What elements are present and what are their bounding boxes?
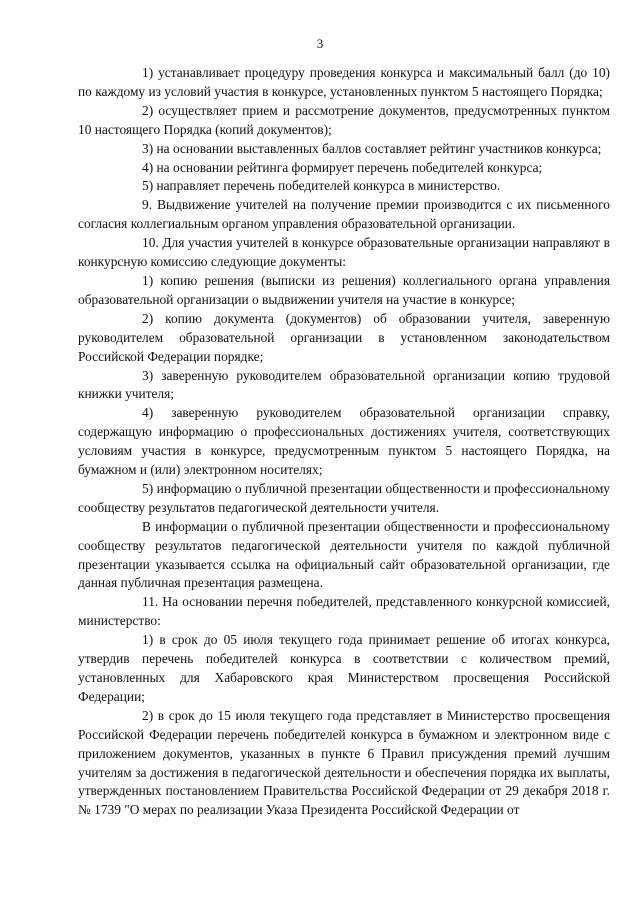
page-number: 3 bbox=[316, 36, 324, 51]
document-body bbox=[78, 64, 610, 820]
paragraph: 2) осуществляет прием и рассмотрение документов, предусмотренных пунктом 10 настоящего Порядка (копий документов); bbox=[78, 102, 610, 137]
paragraph: 3) заверенную руководителем образовательной организации копию трудовой книжки учителя; bbox=[78, 367, 610, 402]
paragraph: 3) на основании выставленных баллов составляет рейтинг участников конкурса; bbox=[142, 140, 602, 156]
paragraph: 1) устанавливает процедуру проведения конкурса и максимальный балл (до 10) по каждому из условий участия в конкурсе, установленных пунктом 5 настоящего Порядка; bbox=[78, 65, 610, 99]
paragraph: 2) в срок до 15 июля текущего года представляет в Министерство просвещения Российской Федерации перечень победителей конкурса в бумажном и электронном виде с приложением документов, указанных в пункте 6 Правил присуждения премий лучшим учителям за достижения в педагогической деятельности и обеспечения порядка их выплаты, утвержденных постановлением Правительства Российской Федерации от 29 декабря 2018 г. № 1739 "О мерах по реализации Указа Президента Российской Федерации от bbox=[78, 707, 610, 818]
paragraph: 2) копию документа (документов) об образовании учителя, заверенную руководителем образовательной организации в установленном законодательством Российской Федерации порядке; bbox=[78, 310, 610, 364]
paragraph: 1) в срок до 05 июля текущего года принимает решение об итогах конкурса, утвердив перечень победителей конкурса в соответствии с количеством премий, установленных для Хабаровского края Министерством просвещения Российской Федерации; bbox=[78, 632, 610, 704]
paragraph: 11. На основании перечня победителей, представленного конкурсной комиссией, министерство: bbox=[78, 594, 610, 629]
paragraph: 9. Выдвижение учителей на получение премии производится с их письменного согласия коллегиальным органом управления образовательной организации. bbox=[78, 197, 610, 232]
paragraph: В информации о публичной презентации общественности и профессиональному сообществу результатов педагогической деятельности учителя по каждой публичной презентации указывается ссылка на официальный сайт образовательной организации, где данная публичная презентация размещена. bbox=[78, 518, 610, 591]
paragraph: 5) направляет перечень победителей конкурса в министерство. bbox=[142, 178, 501, 194]
paragraph: 1) копию решения (выписки из решения) коллегиального органа управления образовательной организации о выдвижении учителя на участие в конкурсе; bbox=[78, 272, 610, 307]
paragraph: 4) заверенную руководителем образовательной организации справку, содержащую информацию о профессиональных достижениях учителя, соответствующих условиям участия в конкурсе, предусмотренным пунктом 5 настоящего Порядка, на бумажном и (или) электронном носителях; bbox=[78, 405, 610, 478]
paragraph: 4) на основании рейтинга формирует перечень победителей конкурса; bbox=[142, 159, 543, 175]
paragraph: 5) информацию о публичной презентации общественности и профессиональному сообществу результатов педагогической деятельности учителя. bbox=[78, 480, 610, 515]
paragraph: 10. Для участия учителей в конкурсе образовательные организации направляют в конкурсную комиссию следующие документы: bbox=[78, 235, 610, 270]
